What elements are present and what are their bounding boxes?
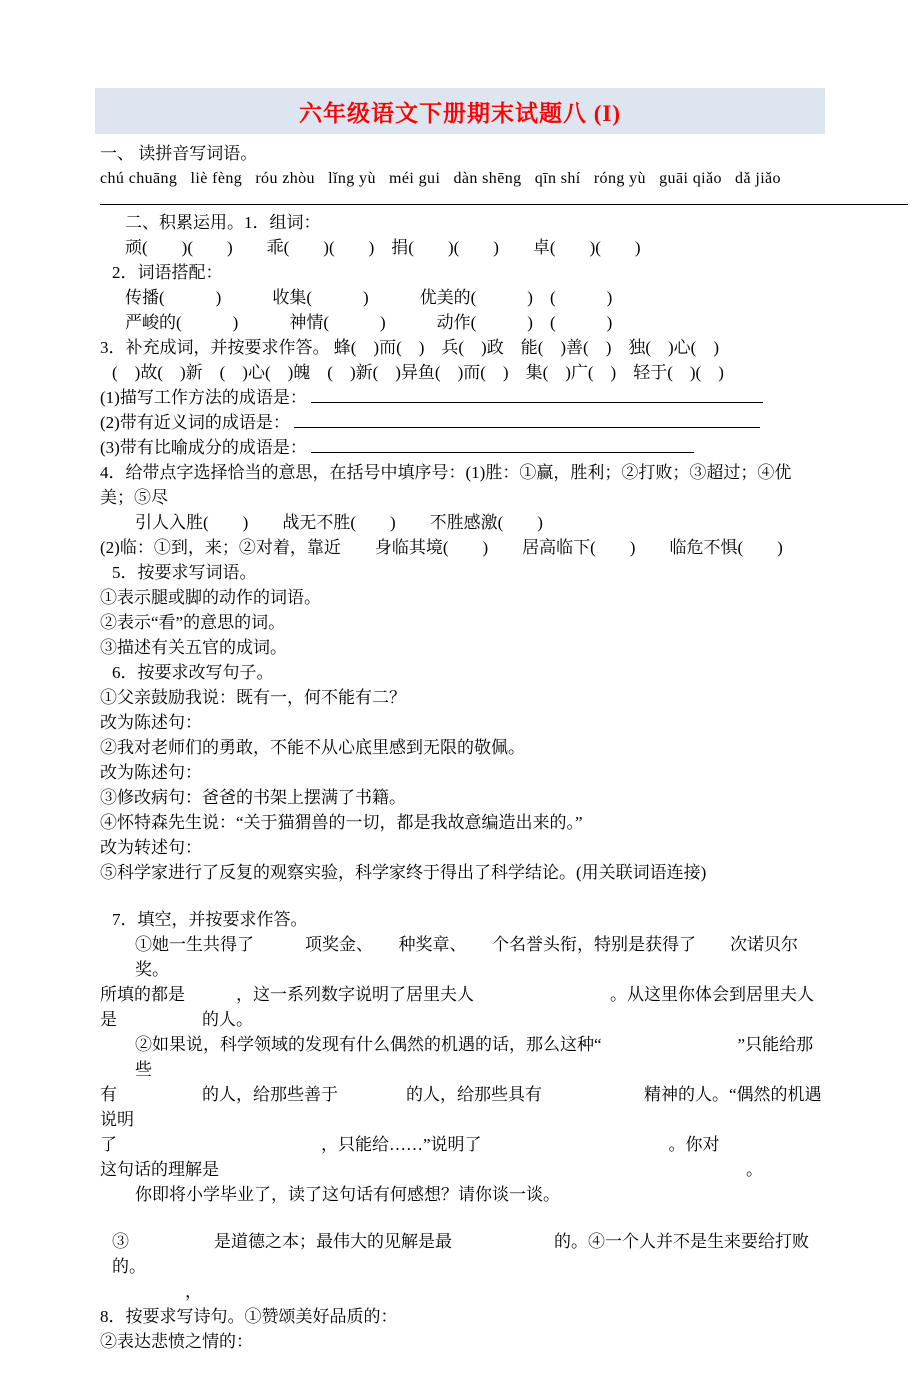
collocation-row-2: 严峻的( ) 神情( ) 动作( ) ( ): [125, 313, 613, 332]
question-6-heading: 6．按要求改写句子。: [112, 663, 274, 682]
title-band: [95, 88, 825, 134]
question-5-item-3: ③描述有关五官的成词。: [100, 638, 287, 657]
question-5-heading: 5．按要求写词语。: [112, 563, 257, 582]
question-4-part-2: (2)临：①到，来；②对着，靠近 身临其境( ) 居高临下( ) 临危不惧( ): [100, 538, 783, 557]
answer-blank-underline-1: [311, 388, 763, 403]
blank-label-1: (1)描写工作方法的成语是：: [100, 388, 307, 407]
exam-body: [0, 134, 920, 1354]
question-4-items: 引人入胜( ) 战无不胜( ) 不胜感激( ): [135, 513, 543, 532]
collocation-row-1: 传播( ) 收集( ) 优美的( ) ( ): [125, 288, 613, 307]
question-6-prompt-1: 改为陈述句：: [100, 713, 202, 732]
fill-blank-line-1: [100, 385, 822, 410]
idiom-row-2: ( )故( )新 ( )心( )魄 ( )新( )异鱼( )而( ) 集( )广( ) 轻于( )( ): [112, 363, 724, 382]
section-1-heading: 一、 读拼音写词语。: [100, 144, 258, 163]
question-8-heading: 8．按要求写诗句。①赞颂美好品质的：: [100, 1307, 398, 1326]
question-7-item-2-cont-2: 了 ，只能给……”说明了 。你对: [100, 1135, 720, 1154]
question-5-item-1: ①表示腿或脚的动作的词语。: [100, 588, 321, 607]
question-6-item-5: ⑤科学家进行了反复的观察实验，科学家终于得出了科学结论。(用关联词语连接): [100, 863, 707, 882]
question-6-prompt-4: 改为转述句：: [100, 838, 202, 857]
collocation-heading: 2．词语搭配：: [112, 263, 223, 282]
question-6-item-2: ②我对老师们的勇敢，不能不从心底里感到无限的敬佩。: [100, 738, 525, 757]
answer-blank-underline-3: [311, 438, 694, 453]
question-7-item-2-cont-3: 这句话的理解是 。: [100, 1160, 763, 1179]
question-7-item-3: ③ 是道德之本；最伟大的见解是最 的。④一个人并不是生来要给打败的。: [112, 1232, 809, 1276]
question-5-item-2: ②表示“看”的意思的词。: [100, 613, 286, 632]
idiom-question-heading: 3．补充成词，并按要求作答。 蜂( )而( ) 兵( )政 能( )善( ) 独( )心( ): [100, 338, 720, 357]
question-7-item-3-cont: ，: [100, 1282, 202, 1301]
question-7-item-2: ②如果说，科学领域的发现有什么偶然的机遇的话，那么这种“ ”只能给那些: [135, 1035, 814, 1079]
question-6-prompt-2: 改为陈述句：: [100, 763, 202, 782]
pinyin-line: chú chuāng liè fèng róu zhòu lǐng yù méi gui dàn shēng qīn shí róng yù guāi qiǎo dǎ jiǎo: [100, 170, 781, 187]
question-4-heading: 4．给带点字选择恰当的意思，在括号中填序号：(1)胜：①赢，胜利；②打败；③超过；④优美；⑤尽: [100, 463, 792, 507]
divider-line: [100, 204, 908, 205]
fill-blank-line-2: [100, 410, 822, 435]
question-7-item-1-cont-1: 所填的都是 ，这一系列数字说明了居里夫人 。从这里你体会到居里夫人: [100, 985, 814, 1004]
word-building-row: 顽( )( ) 乖( )( ) 捐( )( ) 卓( )( ): [125, 238, 641, 257]
question-8-item-2: ②表达悲愤之情的：: [100, 1332, 253, 1351]
question-6-item-3: ③修改病句：爸爸的书架上摆满了书籍。: [100, 788, 406, 807]
fill-blank-line-3: [100, 435, 822, 460]
exam-paper-page: [0, 88, 920, 1390]
question-7-item-1-cont-2: 是 的人。: [100, 1010, 253, 1029]
answer-blank-underline-2: [294, 413, 760, 428]
question-7-item-2-cont-1: 有 的人，给那些善于 的人，给那些具有 精神的人。“偶然的机遇说明: [100, 1085, 822, 1129]
question-6-item-1: ①父亲鼓励我说：既有一，何不能有二？: [100, 688, 406, 707]
blank-label-3: (3)带有比喻成分的成语是：: [100, 438, 307, 457]
question-7-heading: 7．填空，并按要求作答。: [112, 910, 308, 929]
question-6-item-4: ④怀特森先生说：“关于猫猬兽的一切，都是我故意编造出来的。”: [100, 813, 583, 832]
section-2-heading: 二、积累运用。1．组词：: [125, 213, 321, 232]
page-title: 六年级语文下册期末试题八 (I): [298, 100, 622, 126]
question-7-item-1: ①她一生共得了 项奖金、 种奖章、 个名誉头衔，特别是获得了 次诺贝尔奖。: [135, 935, 798, 979]
blank-label-2: (2)带有近义词的成语是：: [100, 413, 290, 432]
question-7-reflection-prompt: 你即将小学毕业了，读了这句话有何感想？请你谈一谈。: [135, 1185, 560, 1204]
